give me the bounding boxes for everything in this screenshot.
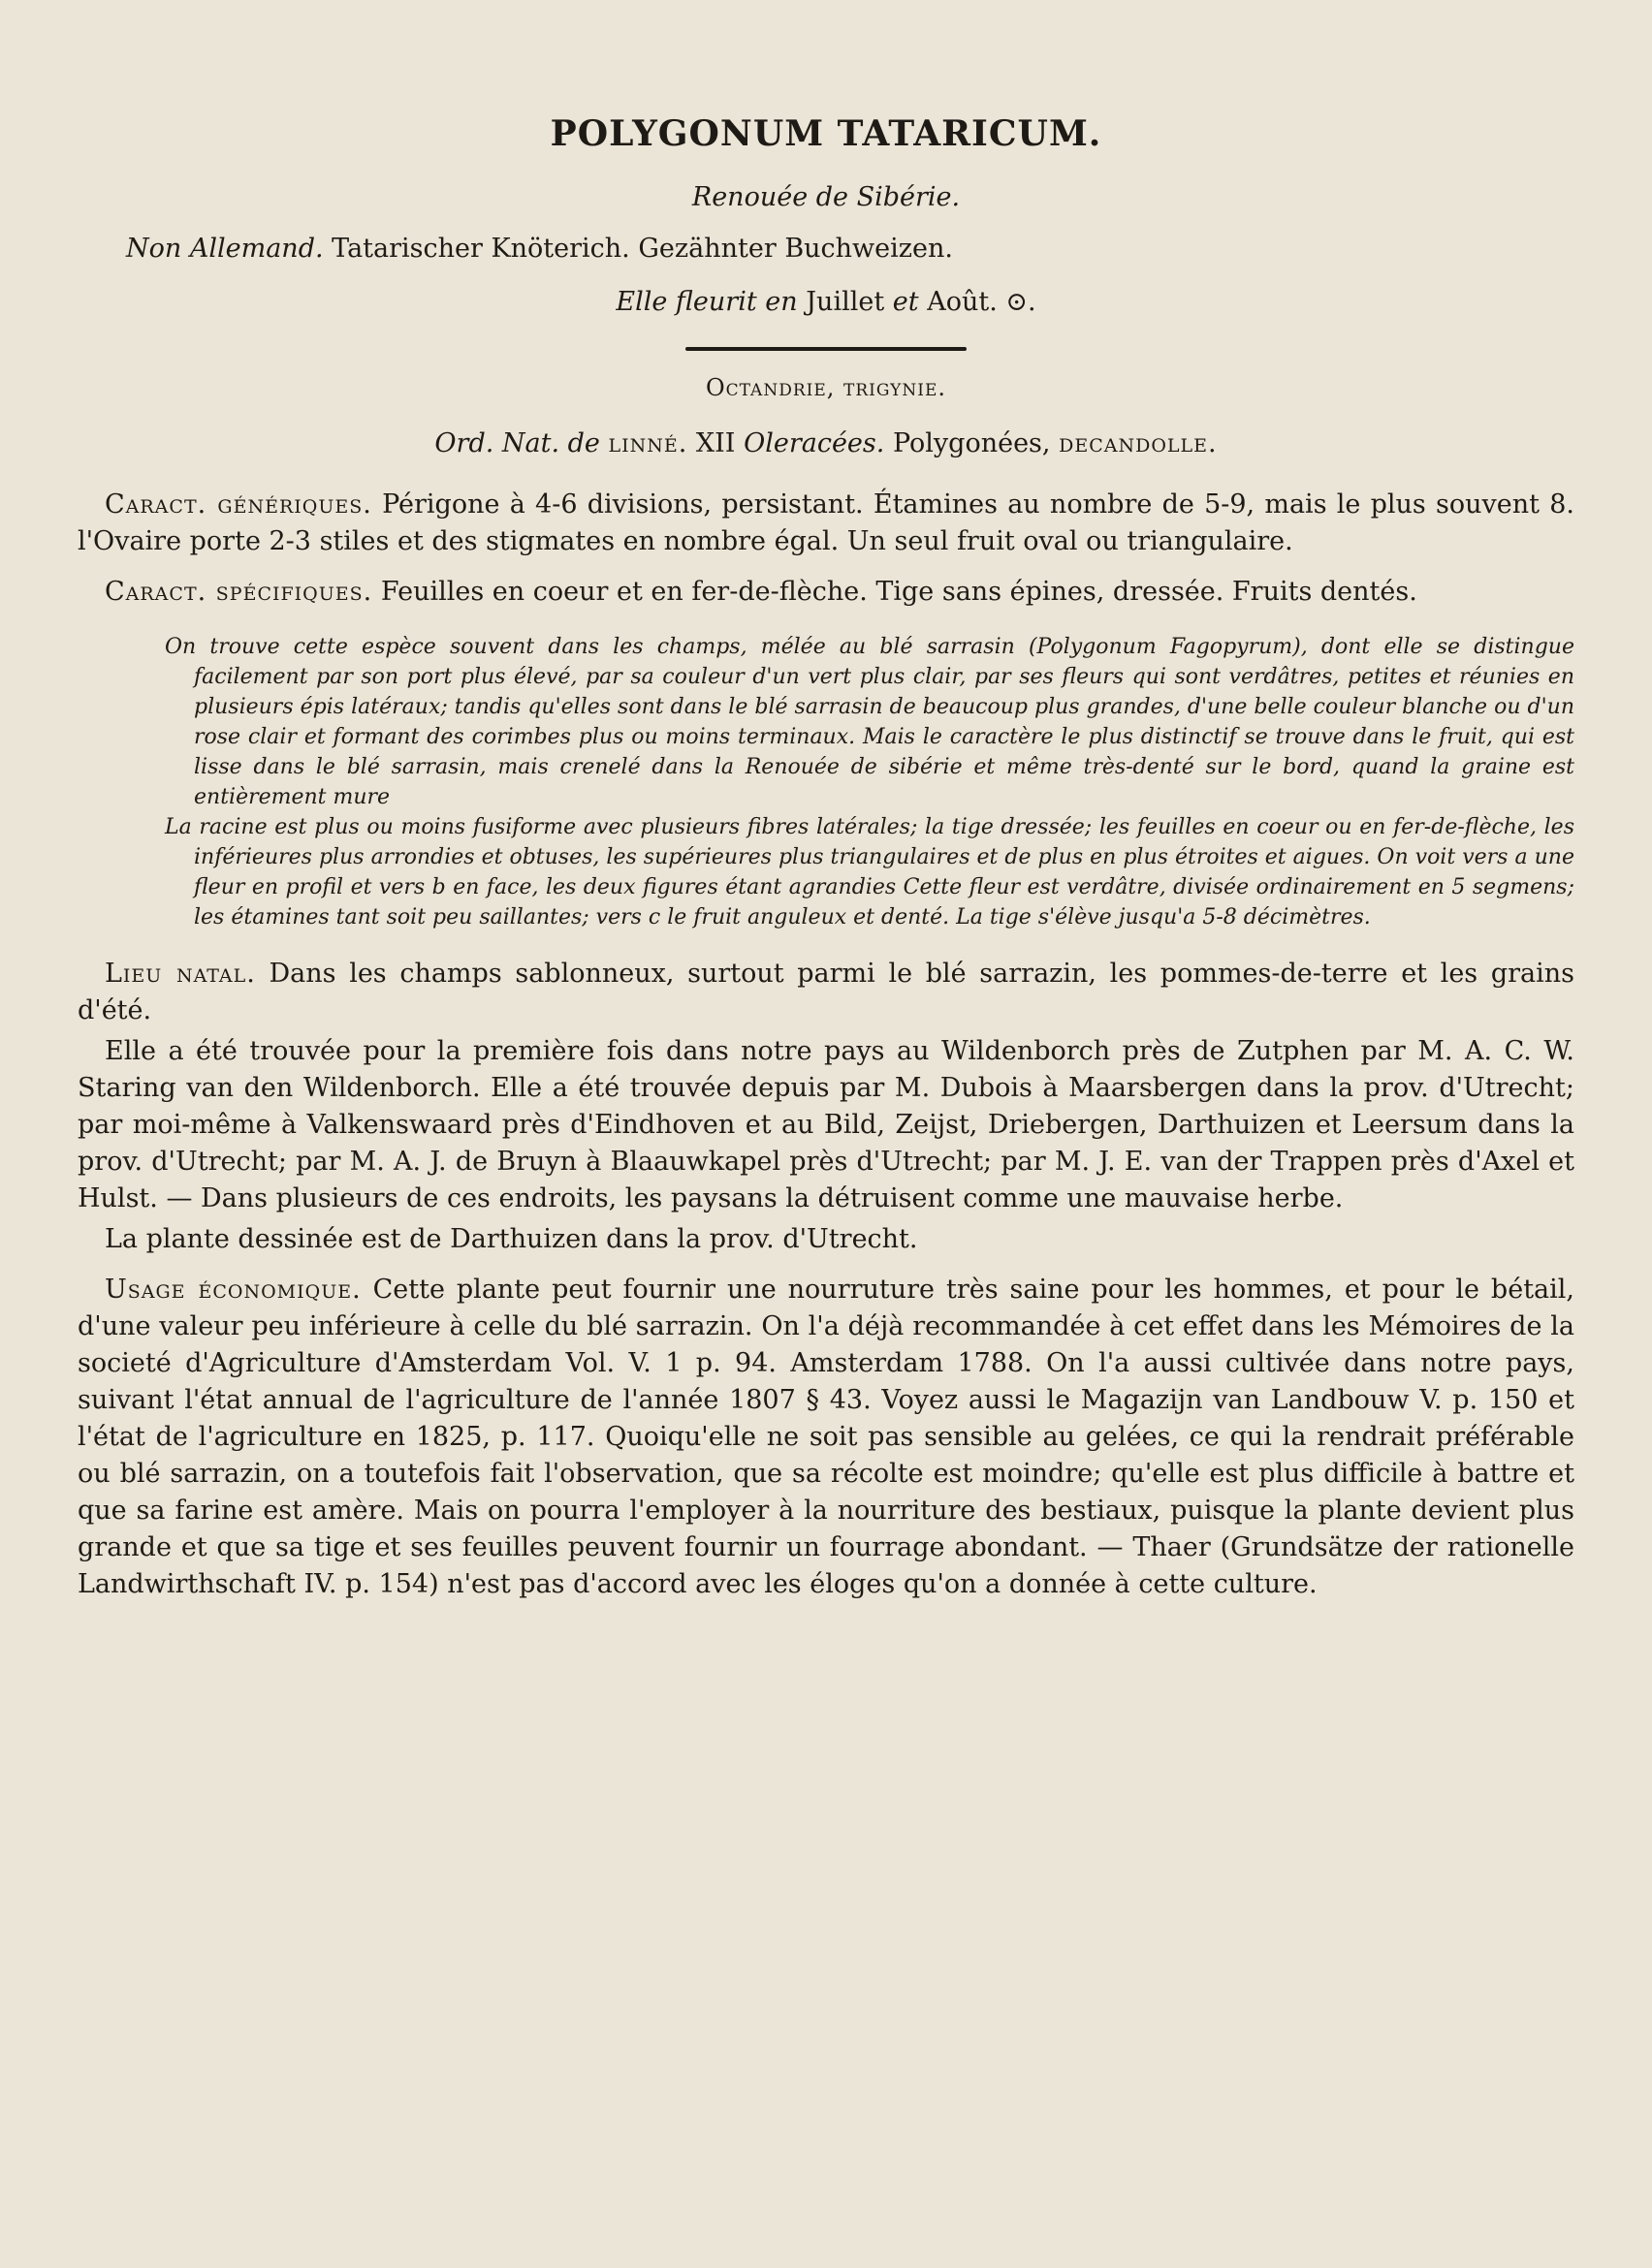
natural-order-label: Ord. Nat. de xyxy=(434,428,600,458)
flowering-line xyxy=(78,275,1574,330)
habitat-text: Dans les champs sablonneux, surtout parmi le blé sarrazin, les pommes-de-terre et les grains d'été. xyxy=(78,959,1574,1025)
observations-block xyxy=(165,632,1574,932)
specific-characters-heading: Caract. spécifiques. xyxy=(105,577,373,607)
observation-paragraph-2: La racine est plus ou moins fusiforme avec plusieurs fibres latérales; la tige dressée; les feuilles en coeur ou en fer-de-flèche, les inférieures plus arrondies et obtuses, les supérieures plus triangulaires et de plus en plus étroites et aigues. On voit vers a une fleur en profil et vers b en face, les deux figures étant agrandies Cette fleur est verdâtre, divisée ordinairement en 5 segmens; les étamines tant soit peu saillantes; vers c le fruit anguleux et denté. La tige s'élève jusqu'a 5-8 décimètres. xyxy=(165,815,1574,929)
generic-characters xyxy=(78,487,1574,560)
natural-order-num: XII xyxy=(695,428,736,458)
habitat xyxy=(78,956,1574,1029)
generic-characters-text: Périgone à 4-6 divisions, persistant. Étamines au nombre de 5-9, mais le plus souvent 8. l'Ovaire porte 2-3 stiles et des stigmates en nombre égal. Un seul fruit oval ou triangulaire. xyxy=(78,489,1574,556)
flowering-and: et xyxy=(892,287,919,317)
economic-usage-text: Cette plante peut fournir une nourruture très saine pour les hommes, et pour le bétail, d'une valeur peu inférieure à celle du blé sarrazin. On l'a déjà recommandée à cet effet dans les Mémoires de la societé d'Agriculture d'Amsterdam Vol. V. 1 p. 94. Amsterdam 1788. On l'a aussi cultivée dans notre pays, suivant l'état annual de l'agriculture de l'année 1807 § 43. Voyez aussi le Magazijn van Landbouw V. p. 150 et l'état de l'agriculture en 1825, p. 117. Quoiqu'elle ne soit pas sensible au gelées, ce qui la rendrait préférable ou blé sarrazin, on a toutefois fait l'observation, que sa récolte est moindre; qu'elle est plus difficile à battre et que sa farine est amère. Mais on pourra l'employer à la nourriture des bestiaux, puisque la plante devient plus grande et que sa tige et ses feuilles peuvent fournir un fourrage abondant. — Thaer (Grundsätze der rationelle Landwirthschaft IV. p. 154) n'est pas d'accord avec les éloges qu'on a donnée à cette culture. xyxy=(78,1275,1574,1599)
economic-usage-heading: Usage économique. xyxy=(105,1275,362,1305)
generic-characters-heading: Caract. génériques. xyxy=(105,489,372,520)
observation-paragraph-1: On trouve cette espèce souvent dans les champs, mélée au blé sarrasin (Polygonum Fagopyrum), dont elle se distingue facilement par son port plus élevé, par sa couleur d'un vert plus clair, par ses fleurs qui sont verdâtres, petites et réunies en plusieurs épis latéraux; tandis qu'elles sont dans le blé sarrasin de beaucoup plus grandes, d'une belle couleur blanche ou d'un rose clair et formant des corimbes plus ou moins terminaux. Mais le caractère le plus distinctif se trouve dans le fruit, qui est lisse dans le blé sarrasin, mais crenelé dans la Renouée de sibérie et même très-denté sur le bord, quand la graine est entièrement mure xyxy=(165,635,1574,809)
flowering-month2: Août. xyxy=(927,287,998,317)
economic-usage xyxy=(78,1272,1574,1603)
natural-order-decandolle: decandolle. xyxy=(1059,428,1218,458)
specific-characters-text: Feuilles en coeur et en fer-de-flèche. Tige sans épines, dressée. Fruits dentés. xyxy=(380,577,1417,607)
natural-order-linne: linné. xyxy=(608,428,688,458)
subtitle: Renouée de Sibérie. xyxy=(691,182,961,212)
natural-order-line xyxy=(78,415,1574,473)
annual-symbol-icon: ⊙. xyxy=(1005,287,1036,317)
specific-characters xyxy=(78,574,1574,611)
classification: Octandrie, trigynie. xyxy=(705,374,947,401)
common-names-label: Non Allemand. xyxy=(126,234,324,264)
habitat-heading: Lieu natal. xyxy=(105,959,256,989)
page-title: POLYGONUM TATARICUM. xyxy=(550,113,1102,154)
divider-rule xyxy=(685,347,967,351)
common-names-line xyxy=(78,223,1574,275)
common-names: Tatarischer Knöterich. Gezähnter Buchweizen. xyxy=(332,234,953,264)
habitat-localities: Elle a été trouvée pour la première fois dans notre pays au Wildenborch près de Zutphen par M. A. C. W. Staring van den Wildenborch. Elle a été trouvée depuis par M. Dubois à Maarsbergen dans la prov. d'Utrecht; par moi-même à Valkenswaard près d'Eindhoven et au Bild, Zeijst, Driebergen, Darthuizen et Leersum dans la prov. d'Utrecht; par M. A. J. de Bruyn à Blaauwkapel près d'Utrecht; par M. J. E. van der Trappen près d'Axel et Hulst. — Dans plusieurs de ces endroits, les paysans la détruisent comme une mauvaise herbe. xyxy=(78,1036,1574,1213)
natural-order-family: Oleracées. xyxy=(744,428,885,458)
flowering-month1: Juillet xyxy=(806,287,885,317)
flowering-pre: Elle fleurit en xyxy=(616,287,798,317)
natural-order-text: Polygonées, xyxy=(892,428,1051,458)
habitat-drawn-plant: La plante dessinée est de Darthuizen dans la prov. d'Utrecht. xyxy=(105,1224,918,1254)
